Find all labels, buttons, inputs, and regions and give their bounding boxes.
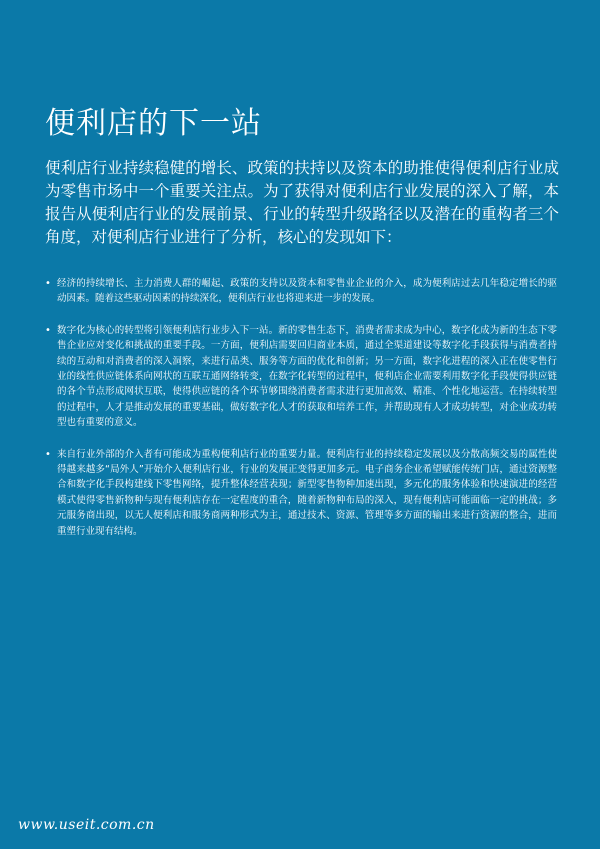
findings-list: [45, 276, 557, 539]
bullet-icon: •: [45, 324, 51, 336]
site-watermark: www.useit.com.cn: [18, 817, 155, 833]
finding-text: 经济的持续增长、主力消费人群的崛起、政策的支持以及资本和零售业企业的介入，成为便利店过去几年稳定增长的驱动因素。随着这些驱动因素的持续深化，便利店行业也将迎来进一步的发展。: [57, 278, 557, 305]
bullet-icon: •: [45, 448, 51, 460]
page-title: 便利店的下一站: [45, 106, 262, 141]
intro-paragraph: 便利店行业持续稳健的增长、政策的扶持以及资本的助推使得便利店行业成为零售市场中一个重要关注点。为了获得对便利店行业发展的深入了解，本报告从便利店行业的发展前景、行业的转型升级路径以及潜在的重构者三个角度，对便利店行业进行了分析，核心的发现如下：: [45, 159, 559, 246]
finding-text: 来自行业外部的介入者有可能成为重构便利店行业的重要力量。便利店行业的持续稳定发展以及分散高频交易的属性使得越来越多“局外人”开始介入便利店行业，行业的发展正变得更加多元。电子商务企业希望赋能传统门店，通过资源整合和数字化手段构建线下零售网络，提升整体经营表现；新型零售物种加速出现，多元化的服务体验和快速演进的经营模式使得零售新物种与现有便利店存在一定程度的重合，随着新物种布局的深入，现有便利店可能面临一定的挑战；多元服务商出现，以无人便利店和服务商两种形式为主，通过技术、资源、管理等多方面的输出来进行资源的整合，进而重塑行业现有结构。: [57, 448, 557, 537]
finding-item-growth-drivers: [45, 276, 557, 307]
finding-text: 数字化为核心的转型将引领便利店行业步入下一站。新的零售生态下，消费者需求成为中心，数字化成为新的生态下零售企业应对变化和挑战的重要手段。一方面，便利店需要回归商业本质，通过全渠道建设等数字化手段获得与消费者持续的互动和对消费者的深入洞察，来进行品类、服务等方面的优化和创新；另一方面，数字化进程的深入正在使零售行业的线性供应链体系向网状的互联互通网络转变，在数字化转型的过程中，便利店企业需要利用数字化手段使得供应链的各个节点形成网状互联，使得供应链的各个环节够围绕消费者需求进行更加高效、精准、个性化地运营。在持续转型的过程中，人才是推动发展的重要基础，做好数字化人才的获取和培养工作，并帮助现有人才成功转型，对企业成功转型也有重要的意义。: [57, 324, 557, 429]
finding-item-digital-transformation: [45, 323, 557, 431]
bullet-icon: •: [45, 278, 51, 289]
finding-item-outside-entrants: [45, 447, 557, 539]
